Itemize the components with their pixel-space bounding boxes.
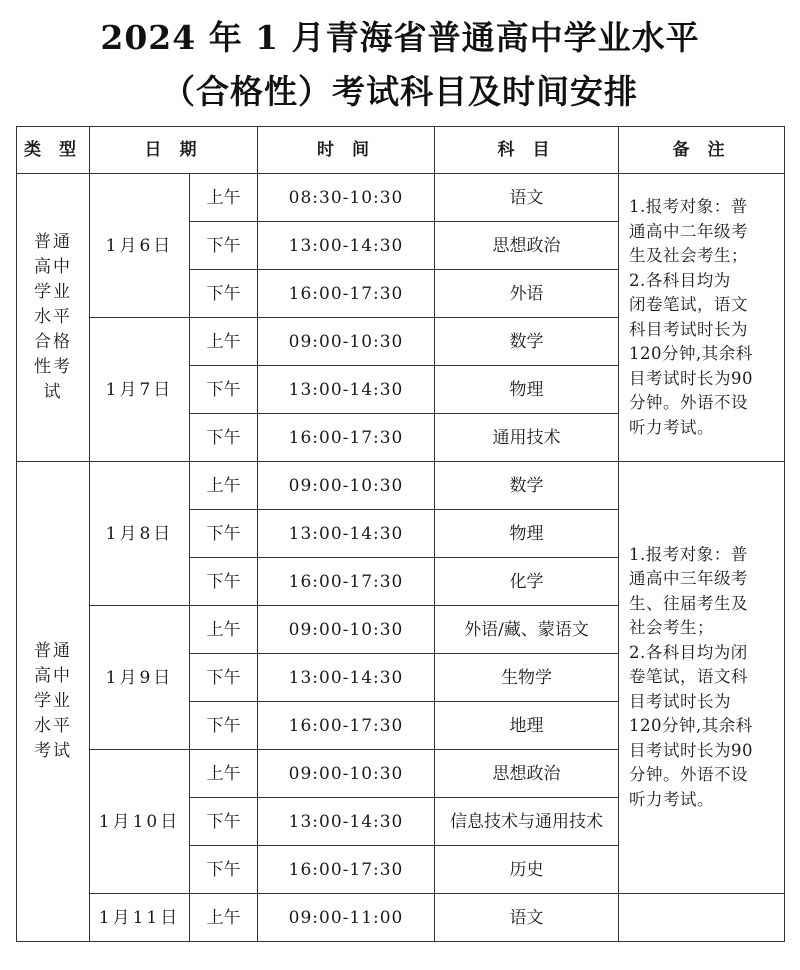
group-2-note-cell	[619, 462, 785, 894]
note-line: 通高中二年级考	[629, 221, 749, 241]
time-cell: 16:00-17:30	[258, 558, 435, 606]
date-cell: 1月10日	[90, 750, 190, 894]
date-cell: 1月8日	[90, 462, 190, 606]
time-cell: 08:30-10:30	[258, 174, 435, 222]
header-date: 日 期	[90, 127, 258, 174]
subject-cell: 历史	[435, 846, 619, 894]
note-line: 2.各科目均为	[629, 270, 731, 290]
time-cell: 09:00-10:30	[258, 606, 435, 654]
period-cell: 上午	[190, 750, 258, 798]
document-title-line-2: （合格性）考试科目及时间安排	[162, 72, 638, 111]
table-body	[17, 174, 785, 942]
subject-cell: 通用技术	[435, 414, 619, 462]
period-cell: 下午	[190, 798, 258, 846]
date-cell: 1月7日	[90, 318, 190, 462]
document-title-line-1: 2024 年 1 月青海省普通高中学业水平	[100, 18, 700, 57]
time-cell: 16:00-17:30	[258, 846, 435, 894]
period-cell: 下午	[190, 510, 258, 558]
subject-cell: 物理	[435, 510, 619, 558]
time-cell: 13:00-14:30	[258, 654, 435, 702]
group-2-type-label: 普通高中学业水平考试	[34, 641, 72, 761]
note-line: 通高中三年级考	[629, 569, 749, 589]
header-type: 类 型	[17, 127, 90, 174]
note-line: 1.报考对象：普	[629, 544, 748, 564]
period-cell: 上午	[190, 462, 258, 510]
period-cell: 上午	[190, 894, 258, 942]
note-line: 分钟。外语不设	[629, 393, 749, 412]
time-cell: 09:00-10:30	[258, 462, 435, 510]
period-cell: 下午	[190, 366, 258, 414]
subject-cell: 外语	[435, 270, 619, 318]
table-header-row	[17, 127, 785, 174]
note-line: 闭卷笔试，语文	[629, 295, 749, 314]
subject-cell: 信息技术与通用技术	[435, 798, 619, 846]
subject-cell: 物理	[435, 366, 619, 414]
period-cell: 下午	[190, 558, 258, 606]
header-time: 时 间	[258, 127, 435, 174]
period-cell: 下午	[190, 702, 258, 750]
period-cell: 上午	[190, 318, 258, 366]
note-line: 分钟。外语不设	[629, 765, 749, 785]
note-line: 2.各科目均为闭	[629, 642, 748, 662]
note-line: 目考试时长为90	[629, 740, 754, 760]
date-cell: 1月6日	[90, 174, 190, 318]
note-line: 生及社会考生；	[629, 246, 749, 265]
note-line: 目考试时长为90	[629, 368, 754, 388]
time-cell: 09:00-10:30	[258, 750, 435, 798]
note-line: 卷笔试，语文科	[629, 667, 749, 687]
subject-cell: 思想政治	[435, 750, 619, 798]
note-line: 120分钟,其余科	[629, 344, 753, 363]
group-2-type-cell	[17, 462, 90, 942]
time-cell: 09:00-10:30	[258, 318, 435, 366]
note-line: 1.报考对象：普	[629, 197, 748, 216]
subject-cell: 数学	[435, 462, 619, 510]
subject-cell: 生物学	[435, 654, 619, 702]
note-line: 生、往届考生及	[629, 593, 749, 613]
subject-cell: 思想政治	[435, 222, 619, 270]
period-cell: 上午	[190, 174, 258, 222]
period-cell: 下午	[190, 222, 258, 270]
exam-schedule-table	[16, 126, 785, 942]
time-cell: 13:00-14:30	[258, 798, 435, 846]
time-cell: 16:00-17:30	[258, 702, 435, 750]
note-line: 社会考生；	[629, 618, 715, 638]
subject-cell: 数学	[435, 318, 619, 366]
time-cell: 13:00-14:30	[258, 366, 435, 414]
table-row	[17, 894, 785, 942]
time-cell: 13:00-14:30	[258, 510, 435, 558]
period-cell: 下午	[190, 414, 258, 462]
header-note: 备 注	[619, 127, 785, 174]
time-cell: 13:00-14:30	[258, 222, 435, 270]
time-cell: 16:00-17:30	[258, 414, 435, 462]
note-line: 目考试时长为	[629, 691, 732, 711]
subject-cell: 地理	[435, 702, 619, 750]
table-row	[17, 462, 785, 510]
group-1-type-label: 普通高中学业水平合格性考试	[34, 232, 72, 402]
subject-cell: 语文	[435, 174, 619, 222]
date-cell: 1月9日	[90, 606, 190, 750]
note-line: 听力考试。	[629, 417, 715, 437]
period-cell: 下午	[190, 270, 258, 318]
group-2-note-empty	[619, 894, 785, 942]
period-cell: 上午	[190, 606, 258, 654]
time-cell: 16:00-17:30	[258, 270, 435, 318]
subject-cell: 语文	[435, 894, 619, 942]
header-subject: 科 目	[435, 127, 619, 174]
period-cell: 下午	[190, 846, 258, 894]
group-1-note-cell	[619, 174, 785, 462]
table-row	[17, 174, 785, 222]
subject-cell: 化学	[435, 558, 619, 606]
note-line: 听力考试。	[629, 789, 715, 809]
subject-cell: 外语/藏、蒙语文	[435, 606, 619, 654]
date-cell: 1月11日	[90, 894, 190, 942]
time-cell: 09:00-11:00	[258, 894, 435, 942]
group-1-type-cell	[17, 174, 90, 462]
period-cell: 下午	[190, 654, 258, 702]
note-line: 科目考试时长为	[629, 319, 749, 339]
note-line: 120分钟,其余科	[629, 716, 753, 736]
